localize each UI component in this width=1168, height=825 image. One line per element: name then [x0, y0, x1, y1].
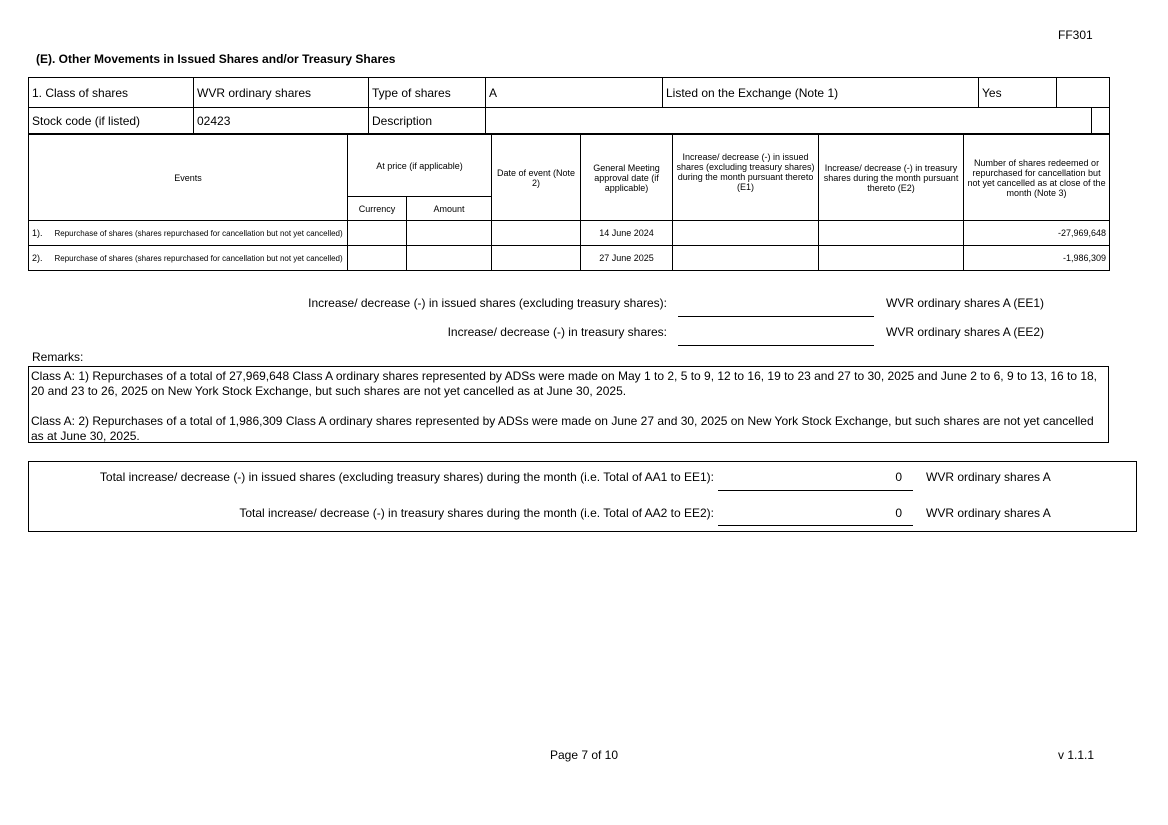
total-issued-unit: WVR ordinary shares A — [926, 470, 1051, 484]
row-event: Repurchase of shares (shares repurchased for cancellation but not yet cancelled) — [53, 246, 348, 271]
row-date-of-event — [492, 246, 581, 271]
row-event: Repurchase of shares (shares repurchased for cancellation but not yet cancelled) — [53, 221, 348, 246]
total-issued-label: Total increase/ decrease (-) in issued shares (excluding treasury shares) during the month (i.e. Total of AA1 to EE1): — [99, 470, 714, 484]
class-of-shares-label: 1. Class of shares — [29, 78, 194, 108]
treasury-summary-unit: WVR ordinary shares A (EE2) — [886, 325, 1045, 339]
events-header: Events — [29, 135, 348, 221]
listed-value: Yes — [979, 78, 1057, 108]
row-redeemed: -1,986,309 — [964, 246, 1110, 271]
listed-label: Listed on the Exchange (Note 1) — [663, 78, 979, 108]
type-of-shares-value: A — [486, 78, 663, 108]
row-e1 — [673, 221, 819, 246]
listed-extra-cell — [1057, 78, 1110, 108]
stock-code-label: Stock code (if listed) — [29, 108, 194, 134]
row-currency — [348, 246, 407, 271]
row-e2 — [819, 246, 964, 271]
class-of-shares-value: WVR ordinary shares — [194, 78, 369, 108]
row-amount — [407, 221, 492, 246]
form-code: FF301 — [1058, 28, 1093, 42]
events-table — [28, 134, 1110, 271]
date-of-event-header: Date of event (Note 2) — [492, 135, 581, 221]
section-title: (E). Other Movements in Issued Shares and/or Treasury Shares — [36, 52, 396, 66]
total-issued-value: 0 — [895, 470, 902, 484]
at-price-header: At price (if applicable) — [348, 135, 492, 197]
version-label: v 1.1.1 — [1058, 748, 1095, 762]
table-row — [29, 246, 1110, 271]
row-gm-approval: 27 June 2025 — [581, 246, 673, 271]
description-extra-cell — [1092, 108, 1110, 134]
gm-approval-header: General Meeting approval date (if applicable) — [581, 135, 673, 221]
row-index: 2). — [29, 246, 53, 271]
remarks-label: Remarks: — [32, 350, 84, 364]
share-class-info-table — [28, 77, 1110, 134]
row-gm-approval: 14 June 2024 — [581, 221, 673, 246]
row-e1 — [673, 246, 819, 271]
remarks-paragraph-1: Class A: 1) Repurchases of a total of 27,969,648 Class A ordinary shares represented by ADSs were made on May 1 to 2, 5 to 9, 12 to 16, 19 to 23 and 27 to 30, 2025 and June 2 to 6, 9 to 13, 16 to 18, 20 and 23 to 26, 2025 on New York Stock Exchange, but such shares are not yet cancelled as at June 30, 2025. — [31, 369, 1098, 398]
total-treasury-label: Total increase/ decrease (-) in treasury shares during the month (i.e. Total of AA2 to EE2): — [239, 506, 714, 520]
row-amount — [407, 246, 492, 271]
row-date-of-event — [492, 221, 581, 246]
row-redeemed: -27,969,648 — [964, 221, 1110, 246]
treasury-summary-field[interactable] — [678, 345, 874, 346]
description-value — [486, 108, 1092, 134]
redeemed-header: Number of shares redeemed or repurchased for cancellation but not yet cancelled as at close of the month (Note 3) — [964, 135, 1110, 221]
description-label: Description — [369, 108, 486, 134]
type-of-shares-label: Type of shares — [369, 78, 486, 108]
issued-summary-unit: WVR ordinary shares A (EE1) — [886, 296, 1045, 310]
total-treasury-value: 0 — [895, 506, 902, 520]
page-number: Page 7 of 10 — [549, 748, 619, 762]
currency-header: Currency — [348, 197, 407, 221]
table-row — [29, 221, 1110, 246]
amount-header: Amount — [407, 197, 492, 221]
total-issued-field[interactable] — [718, 490, 913, 491]
e2-header: Increase/ decrease (-) in treasury shares during the month pursuant thereto (E2) — [819, 135, 964, 221]
treasury-summary-label: Increase/ decrease (-) in treasury shares: — [447, 325, 667, 339]
total-treasury-field[interactable] — [718, 525, 913, 526]
e1-header: Increase/ decrease (-) in issued shares (excluding treasury shares) during the month pursuant thereto (E1) — [673, 135, 819, 221]
row-e2 — [819, 221, 964, 246]
issued-summary-label: Increase/ decrease (-) in issued shares (excluding treasury shares): — [308, 296, 667, 310]
remarks-paragraph-2: Class A: 2) Repurchases of a total of 1,986,309 Class A ordinary shares represented by ADSs were made on June 27 and 30, 2025 on New York Stock Exchange, but such shares are not yet cancelled as at June 30, 2025. — [31, 414, 1094, 443]
row-index: 1). — [29, 221, 53, 246]
row-currency — [348, 221, 407, 246]
issued-summary-field[interactable] — [678, 316, 874, 317]
total-treasury-unit: WVR ordinary shares A — [926, 506, 1051, 520]
stock-code-value: 02423 — [194, 108, 369, 134]
remarks-box — [28, 366, 1109, 443]
